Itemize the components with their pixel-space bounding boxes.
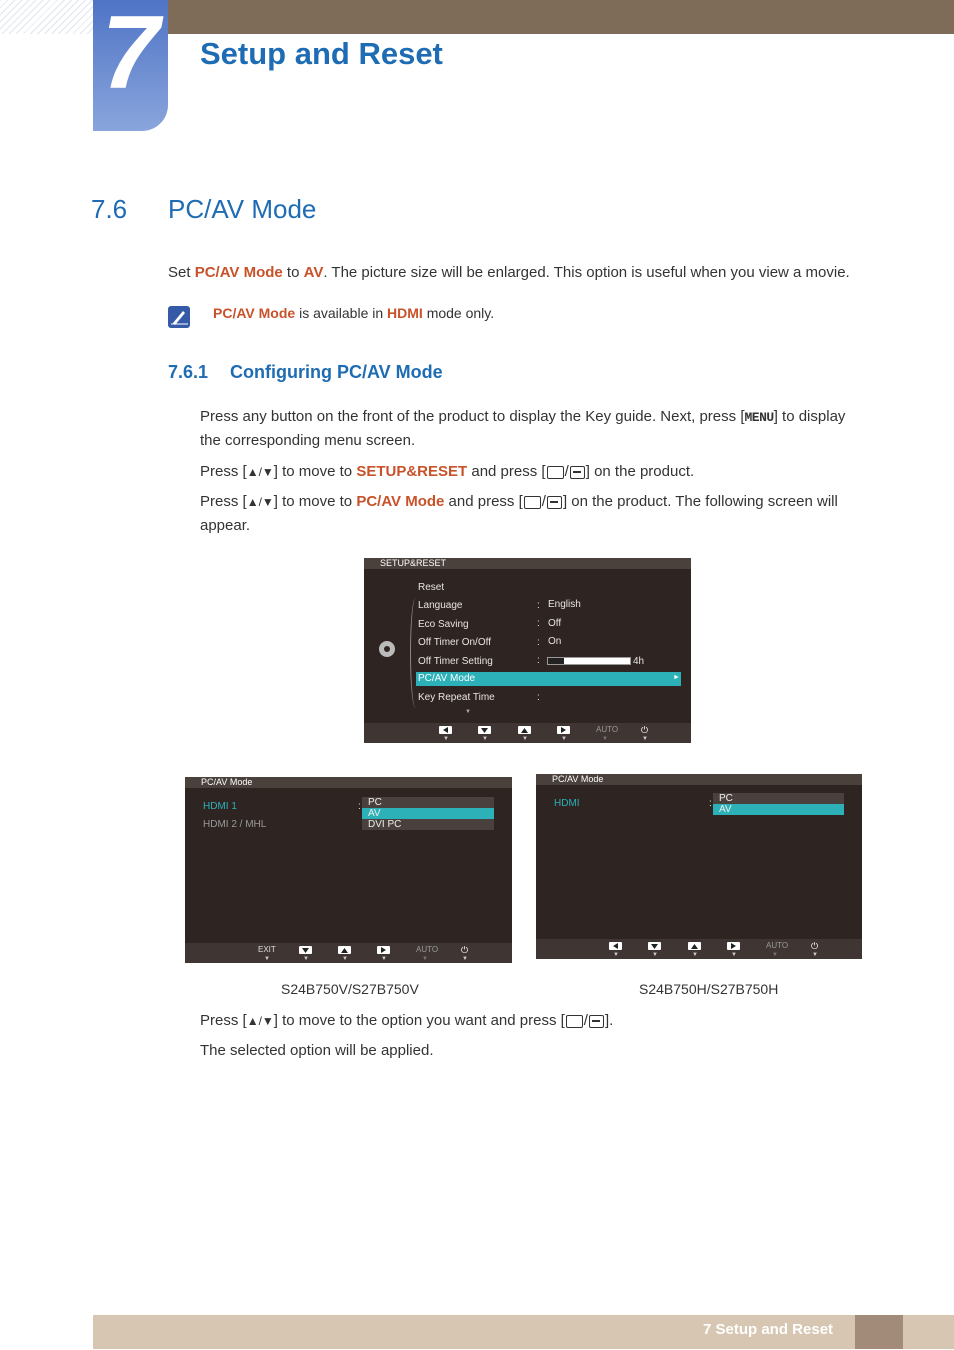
osd-input-label[interactable]: HDMI 2 / MHL [203, 819, 267, 830]
subsection-number: 7.6.1 [168, 362, 209, 382]
step-text: ] on the product. [585, 463, 695, 480]
osd-option-selected[interactable]: AV [362, 808, 494, 819]
down-marker-icon: ▼ [561, 736, 567, 742]
auto-button[interactable]: AUTO [596, 725, 619, 734]
down-button-icon[interactable] [478, 726, 491, 734]
osd-input-label[interactable]: HDMI 1 [203, 801, 237, 812]
section-title: PC/AV Mode [168, 194, 317, 224]
down-marker-icon: ▼ [772, 952, 778, 958]
osd-pcav-mode-h-model [536, 774, 862, 959]
down-marker-icon: ▼ [303, 956, 309, 962]
enter-button-icon [570, 466, 585, 479]
osd-pcav-mode-v-model [185, 777, 512, 963]
up-down-arrow-icon: ▲/▼ [246, 495, 274, 509]
intro-text: Set [168, 264, 195, 281]
osd-item-value: 4h [633, 656, 645, 667]
submenu-arrow-icon: ► [673, 674, 680, 681]
step-text: and press [ [467, 463, 546, 480]
power-icon[interactable]: ⏻ [811, 941, 819, 951]
osd-item-colon: : [537, 692, 540, 703]
down-button-icon[interactable] [648, 942, 661, 950]
right-button-icon[interactable] [377, 946, 390, 954]
step-1-line-1 [200, 408, 845, 425]
header-hatch-decoration [0, 0, 95, 34]
enter-button-icon [589, 1015, 604, 1028]
step-text: Press [ [200, 463, 247, 480]
step-text: ] to move to [273, 493, 357, 510]
down-marker-icon: ▼ [264, 956, 270, 962]
down-marker-icon: ▼ [602, 736, 608, 742]
step-highlight-pcav: PC/AV Mode [356, 493, 445, 510]
down-marker-icon: ▼ [692, 952, 698, 958]
footer-page-box [855, 1315, 903, 1349]
subsection-title: Configuring PC/AV Mode [230, 362, 443, 382]
source-button-icon [566, 1015, 583, 1028]
osd-option[interactable]: PC [719, 793, 733, 804]
step-1-line-2: the corresponding menu screen. [200, 432, 416, 449]
note-text-part: mode only. [422, 305, 495, 321]
exit-button[interactable]: EXIT [258, 945, 276, 954]
caption-h-model: S24B750H/S27B750H [639, 981, 779, 997]
step-text: Press any button on the front of the product to display the Key guide. Next, press [ [200, 408, 745, 425]
osd-item-value: Off [548, 618, 562, 629]
osd-item-colon: : [537, 637, 540, 648]
osd-item-label-selected[interactable]: PC/AV Mode [418, 673, 476, 684]
source-button-icon [524, 496, 541, 509]
left-button-icon[interactable] [609, 942, 622, 950]
osd-input-label[interactable]: HDMI [554, 798, 580, 809]
osd-item-label[interactable]: Language [418, 600, 463, 611]
auto-button[interactable]: AUTO [766, 941, 789, 950]
note-text-part: is available in [295, 305, 388, 321]
osd-item-colon: : [537, 655, 540, 666]
up-button-icon[interactable] [518, 726, 531, 734]
chapter-number: 7 [101, 0, 160, 111]
note-text [213, 305, 494, 321]
osd-header-title: SETUP&RESET [380, 558, 447, 568]
osd-options-list [713, 793, 844, 815]
osd-item-label[interactable]: Off Timer On/Off [418, 637, 491, 648]
step-3-line-2: appear. [200, 517, 251, 534]
osd-item-colon: : [709, 798, 712, 809]
down-marker-icon: ▼ [462, 956, 468, 962]
step-text: ] to move to [273, 463, 357, 480]
auto-button[interactable]: AUTO [416, 945, 439, 954]
step-text: Press [ [200, 1012, 247, 1029]
osd-footer [536, 939, 862, 959]
up-button-icon[interactable] [338, 946, 351, 954]
osd-item-label[interactable]: Reset [418, 582, 445, 593]
osd-item-value: English [548, 599, 581, 610]
intro-highlight-pcav: PC/AV Mode [194, 264, 283, 281]
step-text: ] on the product. The following screen will [562, 493, 838, 510]
osd-option-selected[interactable]: AV [713, 804, 844, 815]
power-icon[interactable]: ⏻ [641, 725, 649, 735]
step-highlight-setup-reset: SETUP&RESET [356, 463, 468, 480]
osd-item-label[interactable]: Eco Saving [418, 619, 469, 630]
osd-footer [185, 943, 512, 963]
osd-item-label[interactable]: Off Timer Setting [418, 656, 493, 667]
left-button-icon[interactable] [439, 726, 452, 734]
off-timer-progress-bar[interactable] [547, 657, 631, 665]
up-down-arrow-icon: ▲/▼ [246, 465, 274, 479]
osd-item-colon: : [537, 618, 540, 629]
off-timer-progress-fill [548, 658, 564, 664]
note-pencil-icon [168, 306, 190, 328]
note-highlight-hdmi: HDMI [387, 305, 423, 321]
step-text: ] to move to the option you want and press [ [273, 1012, 565, 1029]
down-button-icon[interactable] [299, 946, 312, 954]
step-4: Press [▲/▼] to move to the option you want and press [ / ]. [200, 1012, 614, 1029]
section-number: 7.6 [91, 194, 128, 224]
osd-footer [364, 723, 691, 743]
osd-option[interactable]: PC [368, 797, 382, 808]
down-marker-icon: ▼ [381, 956, 387, 962]
right-button-icon[interactable] [727, 942, 740, 950]
footer-chapter-label: 7 Setup and Reset [703, 1321, 834, 1338]
osd-setup-reset-menu [364, 558, 691, 743]
down-marker-icon: ▼ [482, 736, 488, 742]
osd-item-label[interactable]: Key Repeat Time [418, 692, 495, 703]
up-down-arrow-icon: ▲/▼ [246, 1014, 274, 1028]
intro-highlight-av: AV [303, 264, 324, 281]
source-button-icon [547, 466, 564, 479]
up-button-icon[interactable] [688, 942, 701, 950]
step-text: ]. [604, 1012, 614, 1029]
step-5: The selected option will be applied. [200, 1042, 434, 1059]
header-bar [95, 0, 954, 34]
power-icon[interactable]: ⏻ [461, 945, 469, 955]
osd-item-value: On [548, 636, 562, 647]
menu-key-label: MENU [744, 410, 774, 425]
enter-button-icon [547, 496, 562, 509]
intro-paragraph [168, 264, 850, 281]
down-marker-icon: ▼ [642, 736, 648, 742]
osd-option[interactable]: DVI PC [368, 819, 402, 830]
down-marker-icon: ▼ [443, 736, 449, 742]
intro-text: . The picture size will be enlarged. This option is useful when you view a movie. [323, 264, 850, 281]
caption-v-model: S24B750V/S27B750V [281, 981, 419, 997]
chapter-title: Setup and Reset [200, 36, 443, 71]
intro-text: to [282, 264, 304, 281]
osd-item-colon: : [537, 600, 540, 611]
down-marker-icon: ▼ [812, 952, 818, 958]
note-highlight-pcav: PC/AV Mode [213, 305, 296, 321]
step-3-line-1: Press [▲/▼] to move to PC/AV Mode and press [ / ] on the product. The following screen will [200, 493, 838, 510]
osd-item-colon: : [358, 801, 361, 812]
osd-header-title: PC/AV Mode [201, 777, 253, 787]
down-marker-icon: ▼ [342, 956, 348, 962]
step-2: Press [▲/▼] to move to SETUP&RESET and press [ / ] on the product. [200, 463, 695, 480]
scroll-down-icon: ▼ [465, 709, 471, 715]
step-text: Press [ [200, 493, 247, 510]
down-marker-icon: ▼ [613, 952, 619, 958]
step-text: ] to display [773, 408, 846, 425]
right-button-icon[interactable] [557, 726, 570, 734]
step-text: and press [ [444, 493, 523, 510]
down-marker-icon: ▼ [422, 956, 428, 962]
down-marker-icon: ▼ [522, 736, 528, 742]
settings-gear-icon [379, 641, 395, 657]
down-marker-icon: ▼ [731, 952, 737, 958]
osd-options-list [362, 797, 494, 830]
osd-header-title: PC/AV Mode [552, 774, 604, 784]
down-marker-icon: ▼ [652, 952, 658, 958]
